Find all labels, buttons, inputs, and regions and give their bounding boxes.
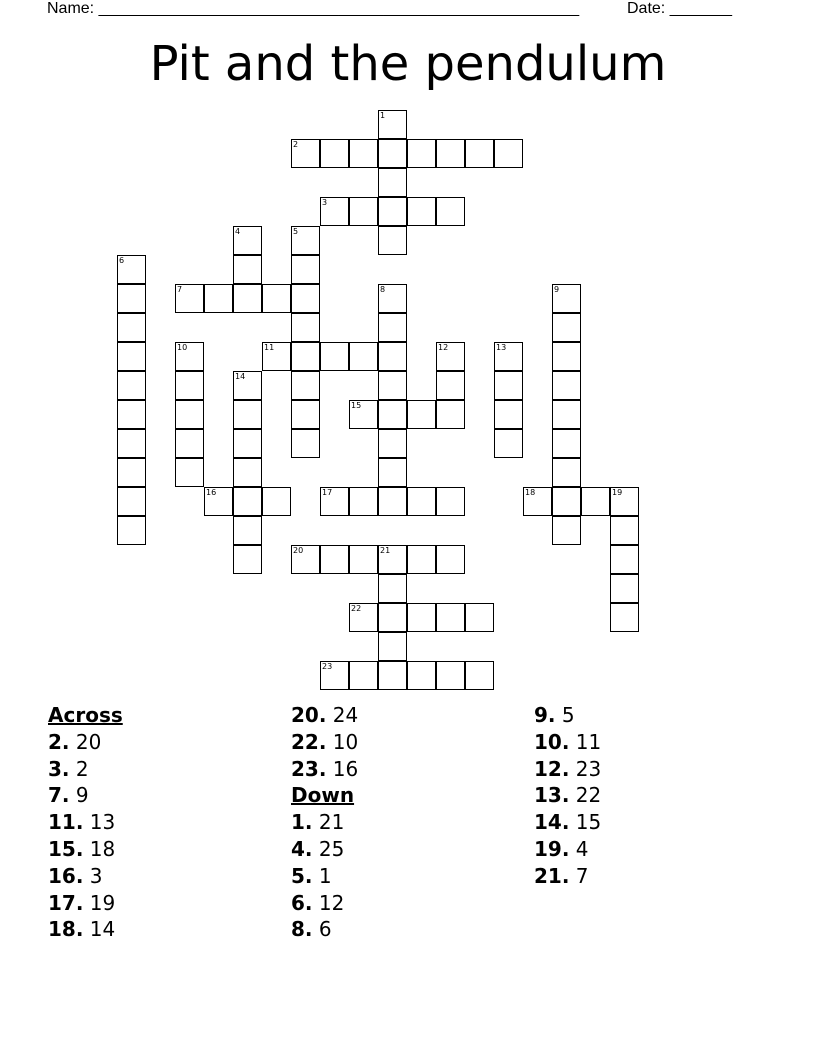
grid-cell[interactable] bbox=[378, 371, 407, 400]
grid-cell[interactable] bbox=[117, 516, 146, 545]
grid-cell[interactable] bbox=[407, 400, 436, 429]
grid-cell[interactable] bbox=[233, 429, 262, 458]
grid-cell[interactable] bbox=[175, 458, 204, 487]
grid-cell[interactable] bbox=[436, 603, 465, 632]
clue-item bbox=[534, 836, 601, 863]
cell-number: 14 bbox=[235, 372, 246, 381]
clue-number: 11. bbox=[48, 810, 84, 835]
clue-text: 9 bbox=[75, 783, 89, 808]
clue-text: 25 bbox=[318, 836, 345, 861]
grid-cell[interactable] bbox=[552, 429, 581, 458]
clue-column-2 bbox=[291, 702, 358, 943]
grid-cell[interactable] bbox=[349, 139, 378, 168]
grid-cell[interactable] bbox=[291, 284, 320, 313]
clue-item bbox=[291, 890, 358, 917]
clue-item bbox=[48, 782, 123, 809]
clue-number: 21. bbox=[534, 863, 570, 888]
grid-cell[interactable] bbox=[465, 139, 494, 168]
name-field-label: Name: ______________________________________________________ bbox=[47, 0, 580, 17]
grid-cell[interactable] bbox=[552, 487, 581, 516]
grid-cell[interactable] bbox=[117, 371, 146, 400]
grid-cell[interactable] bbox=[378, 313, 407, 342]
clue-number: 13. bbox=[534, 783, 570, 808]
grid-cell[interactable] bbox=[233, 400, 262, 429]
page-title: Pit and the pendulum bbox=[149, 36, 667, 92]
cell-number: 1 bbox=[380, 111, 386, 120]
grid-cell[interactable] bbox=[494, 139, 523, 168]
clue-column-1 bbox=[48, 702, 123, 943]
grid-cell[interactable] bbox=[349, 197, 378, 226]
grid-cell[interactable] bbox=[378, 429, 407, 458]
clue-text: 13 bbox=[89, 810, 116, 835]
grid-cell[interactable] bbox=[378, 197, 407, 226]
grid-cell[interactable] bbox=[552, 400, 581, 429]
clue-number: 9. bbox=[534, 703, 556, 727]
grid-cell[interactable] bbox=[262, 284, 291, 313]
cell-number: 19 bbox=[612, 488, 623, 497]
down-heading: Down bbox=[291, 783, 355, 808]
clue-item bbox=[291, 729, 358, 756]
cell-number: 20 bbox=[293, 546, 304, 555]
clue-text: 3 bbox=[89, 863, 103, 888]
clue-text: 16 bbox=[332, 756, 359, 781]
grid-cell[interactable] bbox=[407, 661, 436, 690]
grid-cell[interactable] bbox=[378, 226, 407, 255]
date-field-label: Date: _______ bbox=[627, 0, 732, 17]
clue-item bbox=[291, 836, 358, 863]
across-heading: Across bbox=[48, 703, 123, 727]
clue-text: 18 bbox=[89, 836, 116, 861]
clue-item bbox=[291, 809, 358, 836]
grid-cell[interactable] bbox=[407, 487, 436, 516]
clue-text: 15 bbox=[575, 810, 602, 835]
clue-number: 15. bbox=[48, 836, 84, 861]
grid-cell[interactable] bbox=[349, 487, 378, 516]
clue-number: 6. bbox=[291, 890, 313, 915]
clue-item bbox=[291, 863, 358, 890]
grid-cell[interactable] bbox=[233, 458, 262, 487]
cell-number: 13 bbox=[496, 343, 507, 352]
cell-number: 12 bbox=[438, 343, 449, 352]
grid-cell[interactable] bbox=[436, 139, 465, 168]
clue-text: 2 bbox=[75, 756, 89, 781]
clue-number: 18. bbox=[48, 917, 84, 942]
clue-item bbox=[534, 809, 601, 836]
grid-cell[interactable] bbox=[117, 458, 146, 487]
cell-number: 16 bbox=[206, 488, 217, 497]
grid-cell[interactable] bbox=[262, 487, 291, 516]
cell-number: 10 bbox=[177, 343, 188, 352]
cell-number: 21 bbox=[380, 546, 391, 555]
grid-cell[interactable] bbox=[436, 371, 465, 400]
clue-text: 21 bbox=[318, 810, 345, 835]
grid-cell[interactable] bbox=[610, 603, 639, 632]
grid-cell[interactable] bbox=[349, 661, 378, 690]
clue-item bbox=[48, 756, 123, 783]
grid-cell[interactable] bbox=[552, 458, 581, 487]
cell-number: 18 bbox=[525, 488, 536, 497]
grid-cell[interactable] bbox=[349, 545, 378, 574]
grid-cell[interactable] bbox=[378, 400, 407, 429]
clue-number: 5. bbox=[291, 863, 313, 888]
clue-text: 11 bbox=[575, 729, 602, 754]
clue-text: 22 bbox=[575, 783, 602, 808]
clue-text: 24 bbox=[332, 703, 359, 727]
cell-number: 4 bbox=[235, 227, 241, 236]
clue-item bbox=[48, 890, 123, 917]
grid-cell[interactable] bbox=[378, 458, 407, 487]
grid-cell[interactable] bbox=[436, 661, 465, 690]
clue-item bbox=[48, 809, 123, 836]
grid-cell[interactable] bbox=[378, 487, 407, 516]
grid-cell[interactable] bbox=[117, 429, 146, 458]
clue-text: 7 bbox=[575, 863, 589, 888]
cell-number: 6 bbox=[119, 256, 125, 265]
clue-number: 22. bbox=[291, 729, 327, 754]
grid-cell[interactable] bbox=[378, 574, 407, 603]
cell-number: 3 bbox=[322, 198, 328, 207]
grid-cell[interactable] bbox=[378, 632, 407, 661]
grid-cell[interactable] bbox=[117, 284, 146, 313]
grid-cell[interactable] bbox=[291, 371, 320, 400]
grid-cell[interactable] bbox=[610, 574, 639, 603]
cell-number: 17 bbox=[322, 488, 333, 497]
clue-item bbox=[534, 702, 601, 729]
grid-cell[interactable] bbox=[378, 168, 407, 197]
grid-cell[interactable] bbox=[552, 313, 581, 342]
grid-cell[interactable] bbox=[204, 284, 233, 313]
clue-item bbox=[48, 863, 123, 890]
clue-text: 1 bbox=[318, 863, 332, 888]
grid-cell[interactable] bbox=[581, 487, 610, 516]
grid-cell[interactable] bbox=[436, 400, 465, 429]
clue-number: 2. bbox=[48, 729, 70, 754]
clue-text: 14 bbox=[89, 917, 116, 942]
grid-cell[interactable] bbox=[291, 255, 320, 284]
cell-number: 5 bbox=[293, 227, 299, 236]
clue-number: 14. bbox=[534, 810, 570, 835]
grid-cell[interactable] bbox=[552, 516, 581, 545]
grid-cell[interactable] bbox=[494, 371, 523, 400]
grid-cell[interactable] bbox=[610, 516, 639, 545]
clue-number: 19. bbox=[534, 836, 570, 861]
grid-cell[interactable] bbox=[407, 603, 436, 632]
clue-item bbox=[48, 836, 123, 863]
clue-text: 10 bbox=[332, 729, 359, 754]
clue-number: 23. bbox=[291, 756, 327, 781]
grid-cell[interactable] bbox=[378, 342, 407, 371]
clue-number: 4. bbox=[291, 836, 313, 861]
grid-cell[interactable] bbox=[175, 400, 204, 429]
clue-item bbox=[48, 916, 123, 943]
clue-item bbox=[534, 756, 601, 783]
grid-cell[interactable] bbox=[233, 284, 262, 313]
cell-number: 23 bbox=[322, 662, 333, 671]
grid-cell[interactable] bbox=[378, 139, 407, 168]
grid-cell[interactable] bbox=[291, 313, 320, 342]
cell-number: 8 bbox=[380, 285, 386, 294]
clue-item bbox=[534, 729, 601, 756]
grid-cell[interactable] bbox=[436, 197, 465, 226]
clue-text: 6 bbox=[318, 917, 332, 942]
clue-column-3 bbox=[534, 702, 601, 890]
grid-cell[interactable] bbox=[291, 342, 320, 371]
clue-item bbox=[291, 702, 358, 729]
grid-cell[interactable] bbox=[233, 545, 262, 574]
grid-cell[interactable] bbox=[117, 487, 146, 516]
cell-number: 7 bbox=[177, 285, 183, 294]
grid-cell[interactable] bbox=[552, 342, 581, 371]
clue-item bbox=[48, 729, 123, 756]
grid-cell[interactable] bbox=[233, 487, 262, 516]
cell-number: 22 bbox=[351, 604, 362, 613]
clue-text: 12 bbox=[318, 890, 345, 915]
grid-cell[interactable] bbox=[117, 342, 146, 371]
grid-cell[interactable] bbox=[233, 255, 262, 284]
grid-cell[interactable] bbox=[320, 342, 349, 371]
grid-cell[interactable] bbox=[494, 429, 523, 458]
clue-number: 12. bbox=[534, 756, 570, 781]
grid-cell[interactable] bbox=[465, 603, 494, 632]
grid-cell[interactable] bbox=[552, 371, 581, 400]
cell-number: 11 bbox=[264, 343, 275, 352]
grid-cell[interactable] bbox=[378, 661, 407, 690]
clue-item bbox=[534, 863, 601, 890]
clue-number: 3. bbox=[48, 756, 70, 781]
grid-cell[interactable] bbox=[494, 400, 523, 429]
clue-number: 8. bbox=[291, 917, 313, 942]
grid-cell[interactable] bbox=[117, 400, 146, 429]
clue-text: 4 bbox=[575, 836, 589, 861]
grid-cell[interactable] bbox=[407, 197, 436, 226]
grid-cell[interactable] bbox=[291, 400, 320, 429]
grid-cell[interactable] bbox=[349, 342, 378, 371]
grid-cell[interactable] bbox=[465, 661, 494, 690]
clue-number: 7. bbox=[48, 783, 70, 808]
grid-cell[interactable] bbox=[233, 516, 262, 545]
clue-number: 17. bbox=[48, 890, 84, 915]
clue-text: 23 bbox=[575, 756, 602, 781]
clue-item bbox=[291, 916, 358, 943]
clue-number: 1. bbox=[291, 810, 313, 835]
grid-cell[interactable] bbox=[320, 545, 349, 574]
cell-number: 9 bbox=[554, 285, 560, 294]
cell-number: 15 bbox=[351, 401, 362, 410]
grid-cell[interactable] bbox=[175, 371, 204, 400]
clue-text: 5 bbox=[561, 703, 575, 727]
clue-number: 10. bbox=[534, 729, 570, 754]
clue-text: 19 bbox=[89, 890, 116, 915]
clue-item bbox=[534, 782, 601, 809]
cell-number: 2 bbox=[293, 140, 299, 149]
grid-cell[interactable] bbox=[610, 545, 639, 574]
clue-text: 20 bbox=[75, 729, 102, 754]
grid-cell[interactable] bbox=[320, 139, 349, 168]
clue-number: 20. bbox=[291, 703, 327, 727]
grid-cell[interactable] bbox=[291, 429, 320, 458]
grid-cell[interactable] bbox=[378, 603, 407, 632]
grid-cell[interactable] bbox=[436, 545, 465, 574]
grid-cell[interactable] bbox=[175, 429, 204, 458]
clue-item bbox=[291, 756, 358, 783]
clue-number: 16. bbox=[48, 863, 84, 888]
grid-cell[interactable] bbox=[436, 487, 465, 516]
grid-cell[interactable] bbox=[407, 139, 436, 168]
grid-cell[interactable] bbox=[117, 313, 146, 342]
grid-cell[interactable] bbox=[407, 545, 436, 574]
